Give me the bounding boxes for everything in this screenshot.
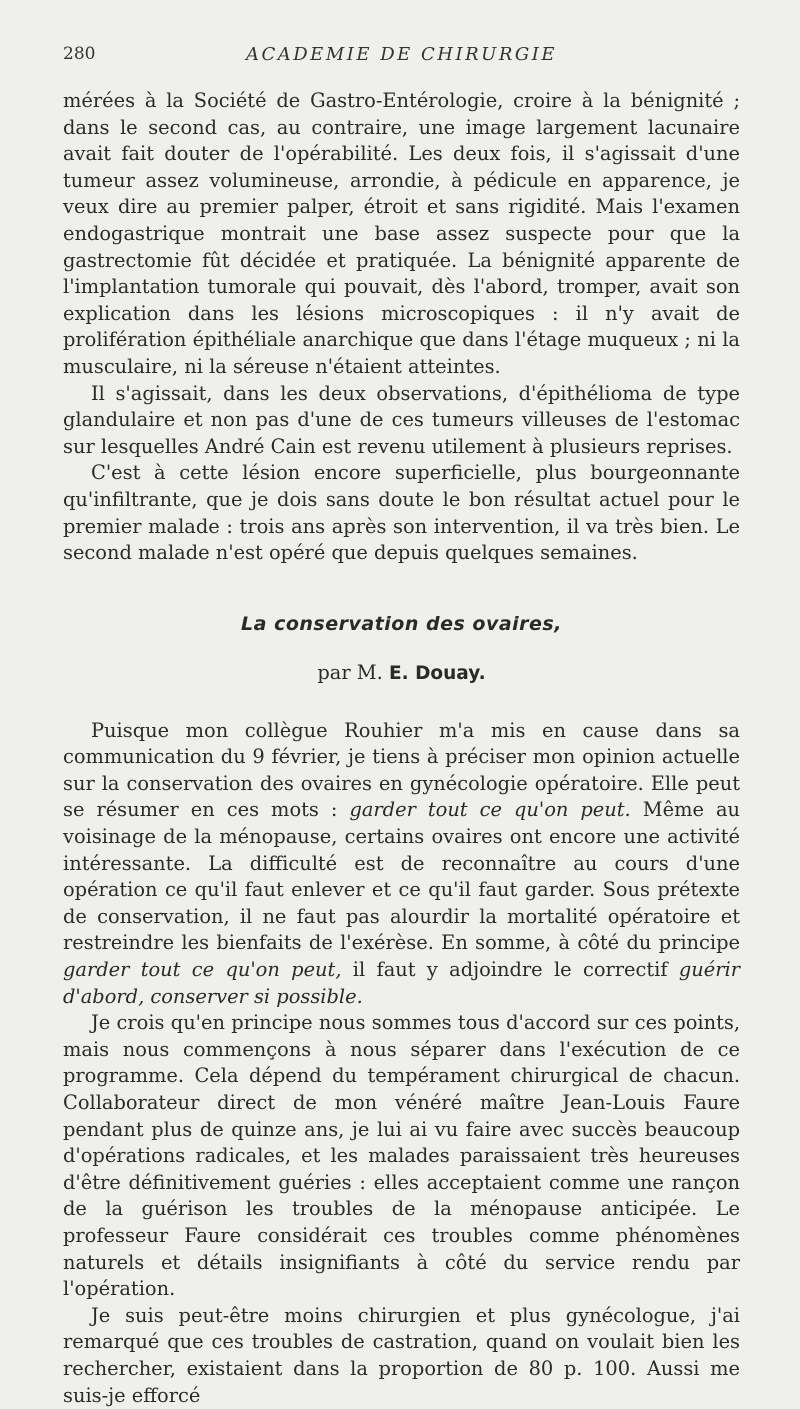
- article-paragraph-2: Je crois qu'en principe nous sommes tous d'accord sur ces points, mais nous commençons à nous séparer dans l'exécution de ce programme. Cela dépend du tempérament chirurgical de chacun. Collaborateur direct de mon vénéré maître Jean-Louis Faure pendant plus de quinze ans, je lui ai vu faire avec succès beaucoup d'opérations radicales, et les malades paraissaient très heureuses d'être définitivement guéries : elles acceptaient comme une rançon de la guérison les troubles de la ménopause anticipée. Le professeur Faure considérait ces troubles comme phénomènes naturels et détails insignifiants à côté du service rendu par l'opération.: [63, 1011, 740, 1301]
- running-title: ACADEMIE DE CHIRURGIE: [245, 44, 558, 65]
- article-paragraph-1: [63, 718, 740, 1011]
- article-body: [63, 718, 740, 1409]
- author-line: [63, 661, 740, 684]
- page-number: 280: [63, 44, 96, 64]
- continuation-paragraph-2: Il s'agissait, dans les deux observations, d'épithélioma de type glandulaire et non pas d'une de ces tumeurs villeuses de l'estomac sur lesquelles André Cain est revenu utilement à plusieurs reprises.: [63, 381, 740, 458]
- article-paragraph-1-text-b: Même au voisinage de la ménopause, certains ovaires ont encore une activité intéressante. La difficulté est de reconnaître au cours d'une opération ce qu'il faut enlever et ce qu'il faut garder. Sous prétexte de conservation, il ne faut pas alourdir la mortalité opératoire et restreindre les bienfaits de l'exérèse. En somme, à côté du principe: [63, 798, 740, 955]
- article-paragraph-1-text-c: il faut y adjoindre le correctif: [341, 958, 679, 982]
- article-paragraph-1-emphasis-1: garder tout ce qu'on peut.: [349, 798, 631, 822]
- body-text: [63, 88, 740, 1409]
- page-header: [63, 44, 740, 68]
- author-prefix: par M.: [317, 660, 383, 684]
- continuation-paragraph-3: C'est à cette lésion encore superficielle, plus bourgeonnante qu'infiltrante, que je dois sans doute le bon résultat actuel pour le premier malade : trois ans après son intervention, il va très bien. Le second malade n'est opéré que depuis quelques semaines.: [63, 461, 740, 565]
- continuation-paragraph-1: mérées à la Société de Gastro-Entérologie, croire à la bénignité ; dans le second cas, au contraire, une image largement lacunaire avait fait douter de l'opérabilité. Les deux fois, il s'agissait d'une tumeur assez volumineuse, arrondie, à pédicule en apparence, je veux dire au premier palper, étroit et sans rigidité. Mais l'examen endogastrique montrait une base assez suspecte pour que la gastrectomie fût décidée et pratiquée. La bénignité apparente de l'implantation tumorale qui pouvait, dès l'abord, tromper, avait son explication dans les lésions microscopiques : il n'y avait de prolifération épithéliale anarchique que dans l'étage muqueux ; ni la musculaire, ni la séreuse n'étaient atteintes.: [63, 89, 740, 378]
- author-name: E. Douay.: [388, 662, 486, 684]
- article-title: La conservation des ovaires,: [241, 612, 562, 635]
- article-paragraph-3: Je suis peut-être moins chirurgien et plus gynécologue, j'ai remarqué que ces troubles de castration, quand on voulait bien les rechercher, existaient dans la proportion de 80 p. 100. Aussi me suis-je efforcé: [63, 1303, 740, 1407]
- article-paragraph-1-emphasis-3: guérir d'abord, conserver si possible.: [63, 958, 740, 1008]
- article-paragraph-1-text-a: Puisque mon collègue Rouhier m'a mis en cause dans sa communication du 9 février, je tiens à préciser mon opinion actuelle sur la conservation des ovaires en gynécologie opératoire. Elle peut se résumer en ces mots :: [63, 718, 740, 822]
- article-paragraph-1-emphasis-2: garder tout ce qu'on peut,: [63, 958, 342, 982]
